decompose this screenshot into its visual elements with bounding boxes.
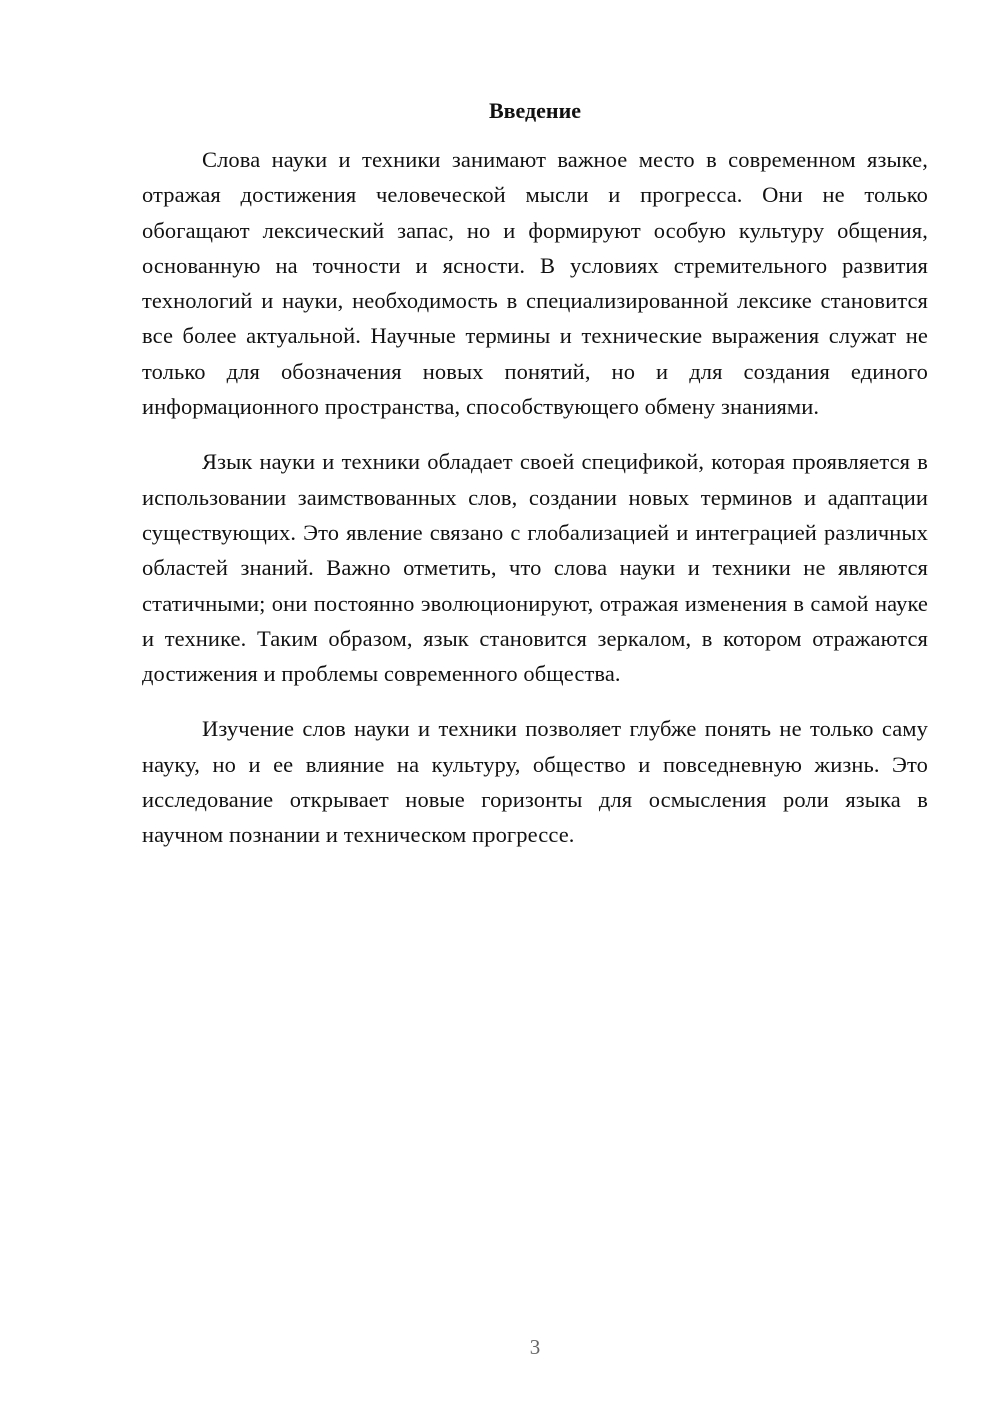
page-title: Введение xyxy=(488,98,582,123)
paragraph-3: Изучение слов науки и техники позволяет глубже понять не только саму науку, но и ее влияние на культуру, общество и повседневную жизнь. Это исследование открывает новые горизонты для осмысления роли языка в научном познании и техническом прогрессе. xyxy=(142,716,928,848)
paragraph-2: Язык науки и техники обладает своей спецификой, которая проявляется в использовании заимствованных слов, создании новых терминов и адаптации существующих. Это явление связано с глобализацией и интеграцией различных областей знаний. Важно отметить, что слова науки и техники не являются статичными; они постоянно эволюционируют, отражая изменения в самой науке и технике. Таким образом, язык становится зеркалом, в котором отражаются достижения и проблемы современного общества. xyxy=(142,449,928,687)
page-number: 3 xyxy=(529,1335,541,1359)
paragraph-1: Слова науки и техники занимают важное место в современном языке, отражая достижения человеческой мысли и прогресса. Они не только обогащают лексический запас, но и формируют особую культуру общения, основанную на точности и ясности. В условиях стремительного развития технологий и науки, необходимость в специализированной лексике становится все более актуальной. Научные термины и технические выражения служат не только для обозначения новых понятий, но и для создания единого информационного пространства, способствующего обмену знаниями. xyxy=(142,147,928,420)
body-text xyxy=(142,142,928,873)
